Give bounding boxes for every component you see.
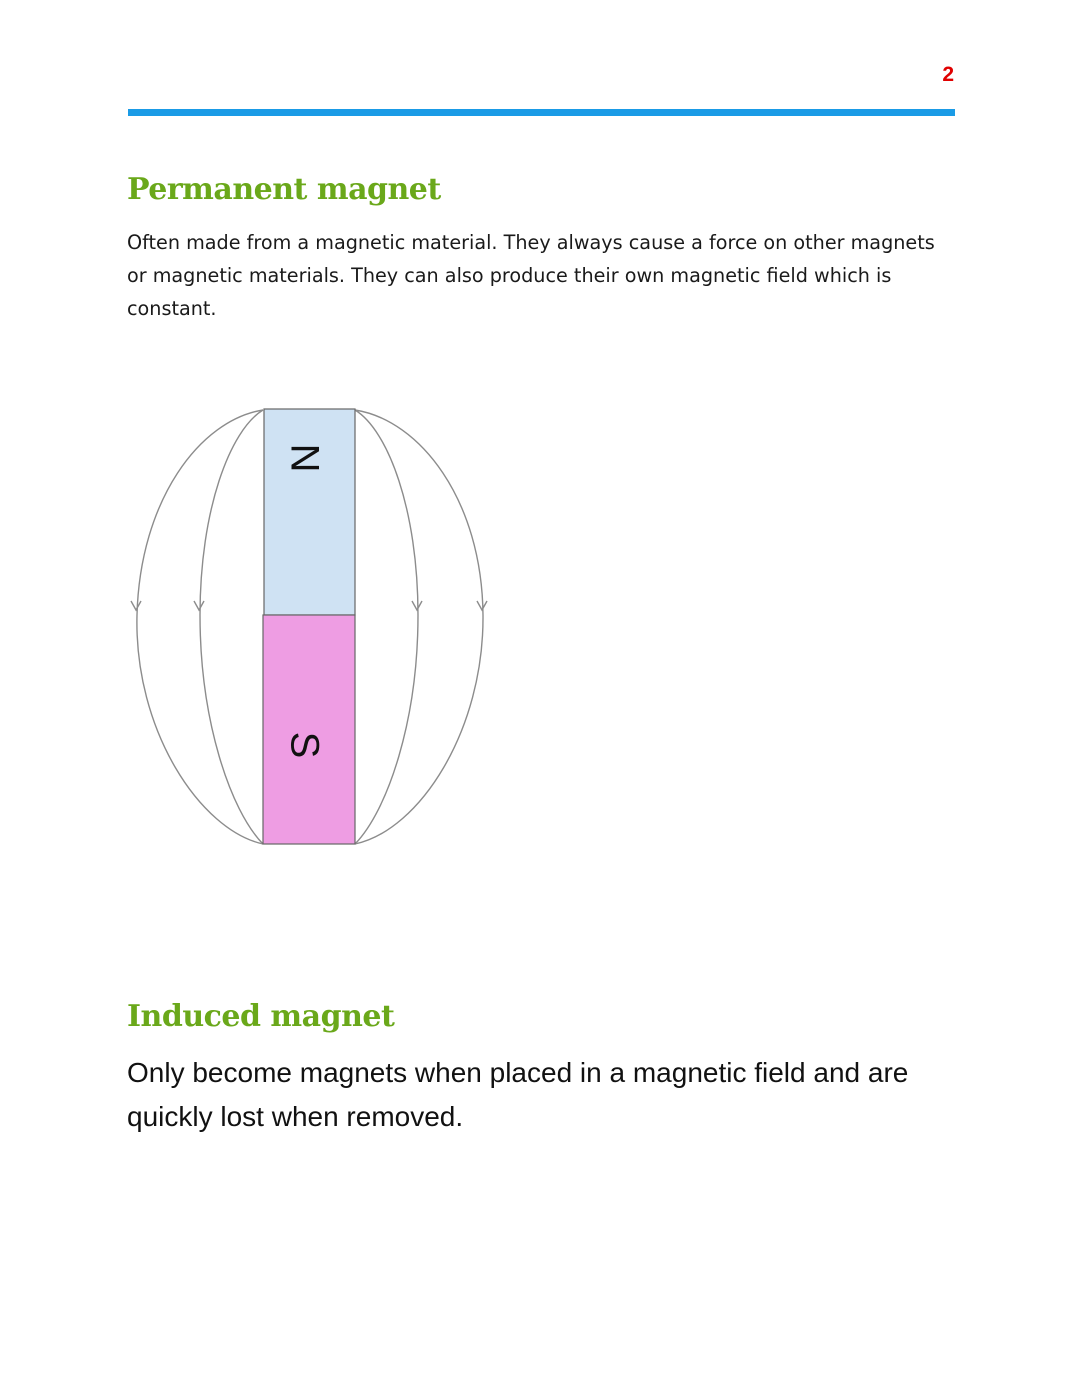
field-line-inner-right xyxy=(355,410,418,844)
arrow-down-icon xyxy=(131,601,141,610)
page-number: 2 xyxy=(942,63,954,86)
permanent-magnet-description: Often made from a magnetic material. They always cause a force on other magnets or magnetic materials. They can also produce their own magnetic field which is constant. xyxy=(127,231,935,320)
north-pole-label: N xyxy=(282,443,327,473)
arrow-down-icon xyxy=(194,601,204,610)
field-line-inner-left xyxy=(200,410,263,844)
south-pole-label: S xyxy=(282,731,327,759)
section-heading-induced-magnet: Induced magnet xyxy=(127,999,395,1034)
magnet-north-pole xyxy=(264,409,355,615)
section-heading-permanent-magnet: Permanent magnet xyxy=(127,172,441,207)
field-line-outer-right xyxy=(355,410,483,844)
arrow-down-icon xyxy=(412,601,422,610)
header-rule xyxy=(128,109,955,116)
bar-magnet-field-diagram xyxy=(110,390,510,870)
induced-magnet-description: Only become magnets when placed in a magnetic field and are quickly lost when removed. xyxy=(127,1057,909,1132)
magnet-south-pole xyxy=(263,615,355,844)
